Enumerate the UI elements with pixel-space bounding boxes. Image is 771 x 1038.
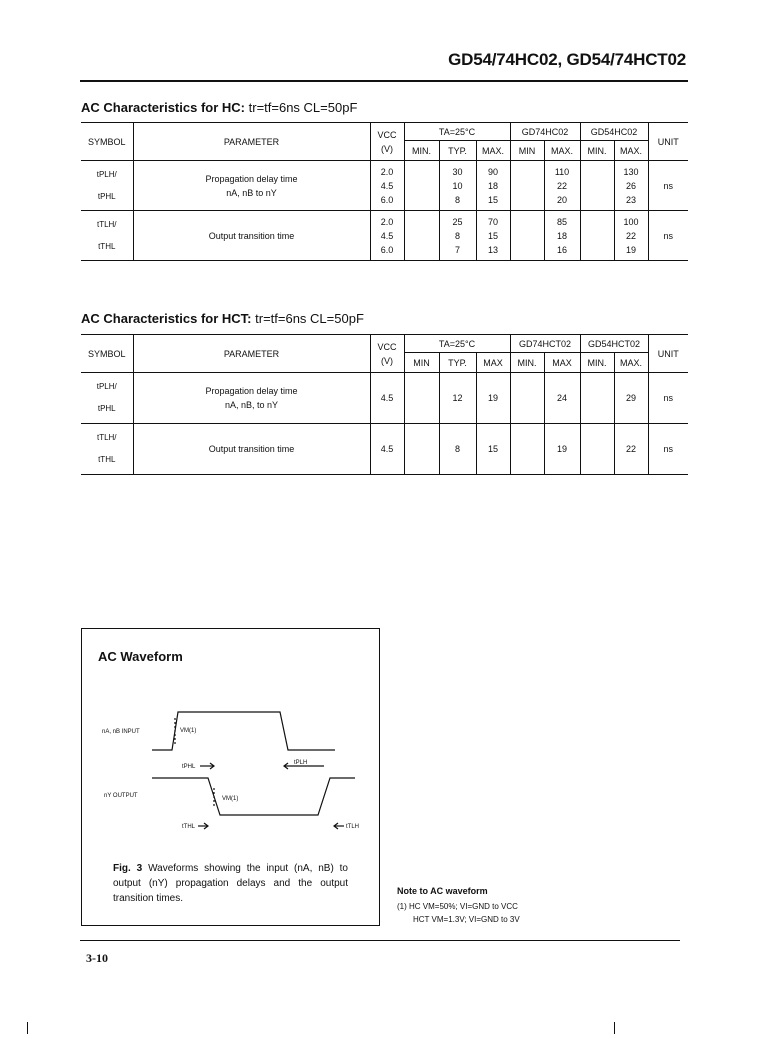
tplh-label: tPLH	[294, 760, 308, 766]
g2-max-header: MAX.	[614, 141, 648, 161]
note-title: Note to AC waveform	[397, 886, 488, 896]
min-cell	[404, 373, 439, 424]
max-cell: 90 18 15	[476, 161, 510, 211]
vcc-cell: 2.0 4.5 6.0	[370, 211, 404, 261]
tthl-label: tTHL	[182, 824, 196, 830]
symbol-cell: tPLH/ tPHL	[81, 161, 133, 211]
tphl-label: tPHL	[182, 764, 196, 770]
scan-mark-left	[27, 1022, 28, 1034]
g2-min-header: MIN.	[580, 141, 614, 161]
vcc-cell: 4.5	[370, 373, 404, 424]
typ-cell: 8	[439, 424, 476, 475]
note-line-hct: HCT VM=1.3V; VI=GND to 3V	[413, 915, 520, 924]
table-row	[81, 211, 688, 261]
vcc-header: VCC (V)	[370, 123, 404, 161]
hct-ac-table	[81, 334, 688, 475]
ttlh-label: tTLH	[346, 824, 360, 830]
g2-max-header: MAX.	[614, 353, 648, 373]
max-header: MAX	[476, 353, 510, 373]
typ-header: TYP.	[439, 141, 476, 161]
min-header: MIN.	[404, 141, 439, 161]
parameter-cell: Output transition time	[133, 424, 370, 475]
symbol-header: SYMBOL	[81, 335, 133, 373]
ta-header: TA=25°C	[404, 335, 510, 353]
output-waveform	[152, 778, 355, 815]
g1-min-cell	[510, 424, 544, 475]
table-row	[81, 424, 688, 475]
max-cell: 19	[476, 373, 510, 424]
g2-min-cell	[580, 424, 614, 475]
typ-cell: 25 8 7	[439, 211, 476, 261]
parameter-header: PARAMETER	[133, 123, 370, 161]
unit-cell: ns	[648, 161, 688, 211]
hct-conditions: tr=tf=6ns CL=50pF	[255, 311, 364, 326]
unit-cell: ns	[648, 211, 688, 261]
symbol-cell: tTLH/ tTHL	[81, 211, 133, 261]
g1-max-cell: 19	[544, 424, 580, 475]
output-label: nY OUTPUT	[104, 793, 138, 799]
hc-title-text: AC Characteristics for HC:	[81, 100, 245, 115]
vcc-cell: 2.0 4.5 6.0	[370, 161, 404, 211]
unit-header: UNIT	[648, 123, 688, 161]
waveform-title: AC Waveform	[98, 649, 183, 664]
g1-min-cell	[510, 373, 544, 424]
note-line-hc: (1) HC VM=50%; VI=GND to VCC	[397, 902, 518, 911]
ac-waveform-diagram	[90, 700, 370, 840]
gd54hc02-header: GD54HC02	[580, 123, 648, 141]
figure-caption	[113, 861, 348, 906]
max-cell: 15	[476, 424, 510, 475]
unit-cell: ns	[648, 424, 688, 475]
typ-cell: 30 10 8	[439, 161, 476, 211]
hc-ac-table	[81, 122, 688, 261]
footer-rule	[80, 940, 680, 941]
g2-max-cell: 22	[614, 424, 648, 475]
vcc-header: VCC (V)	[370, 335, 404, 373]
gd54hct02-header: GD54HCT02	[580, 335, 648, 353]
typ-header: TYP.	[439, 353, 476, 373]
g2-min-header: MIN.	[580, 353, 614, 373]
g2-min-cell	[580, 161, 614, 211]
hc-section-title	[81, 100, 357, 115]
g1-max-cell: 85 18 16	[544, 211, 580, 261]
max-header: MAX.	[476, 141, 510, 161]
document-title: GD54/74HC02, GD54/74HCT02	[448, 50, 686, 69]
ta-header: TA=25°C	[404, 123, 510, 141]
gd74hc02-header: GD74HC02	[510, 123, 580, 141]
typ-cell: 12	[439, 373, 476, 424]
min-header: MIN	[404, 353, 439, 373]
g2-min-cell	[580, 211, 614, 261]
symbol-header: SYMBOL	[81, 123, 133, 161]
unit-header: UNIT	[648, 335, 688, 373]
symbol-cell: tPLH/ tPHL	[81, 373, 133, 424]
figure-number: Fig. 3	[113, 863, 143, 874]
g1-max-cell: 110 22 20	[544, 161, 580, 211]
parameter-cell: Propagation delay time nA, nB, to nY	[133, 373, 370, 424]
title-rule	[80, 80, 688, 82]
table-row	[81, 373, 688, 424]
hct-section-title	[81, 311, 364, 326]
parameter-header: PARAMETER	[133, 335, 370, 373]
min-cell	[404, 161, 439, 211]
table-row	[81, 161, 688, 211]
g1-max-cell: 24	[544, 373, 580, 424]
g2-min-cell	[580, 373, 614, 424]
g1-max-header: MAX	[544, 353, 580, 373]
g1-min-header: MIN	[510, 141, 544, 161]
hct-title-text: AC Characteristics for HCT:	[81, 311, 252, 326]
min-cell	[404, 424, 439, 475]
input-vm-label: VM(1)	[180, 728, 197, 734]
input-label: nA, nB INPUT	[102, 729, 140, 735]
g1-min-cell	[510, 211, 544, 261]
parameter-cell: Propagation delay time nA, nB to nY	[133, 161, 370, 211]
vcc-cell: 4.5	[370, 424, 404, 475]
min-cell	[404, 211, 439, 261]
g2-max-cell: 130 26 23	[614, 161, 648, 211]
g2-max-cell: 29	[614, 373, 648, 424]
symbol-cell: tTLH/ tTHL	[81, 424, 133, 475]
figure-caption-text: Waveforms showing the input (nA, nB) to output (nY) propagation delays and the output transition times.	[113, 863, 348, 904]
g1-min-header: MIN.	[510, 353, 544, 373]
g1-max-header: MAX.	[544, 141, 580, 161]
g2-max-cell: 100 22 19	[614, 211, 648, 261]
scan-mark-right	[614, 1022, 615, 1034]
g1-min-cell	[510, 161, 544, 211]
max-cell: 70 15 13	[476, 211, 510, 261]
parameter-cell: Output transition time	[133, 211, 370, 261]
gd74hct02-header: GD74HCT02	[510, 335, 580, 353]
page-number: 3-10	[86, 951, 108, 965]
unit-cell: ns	[648, 373, 688, 424]
output-vm-label: VM(1)	[222, 796, 239, 802]
hc-conditions: tr=tf=6ns CL=50pF	[248, 100, 358, 115]
